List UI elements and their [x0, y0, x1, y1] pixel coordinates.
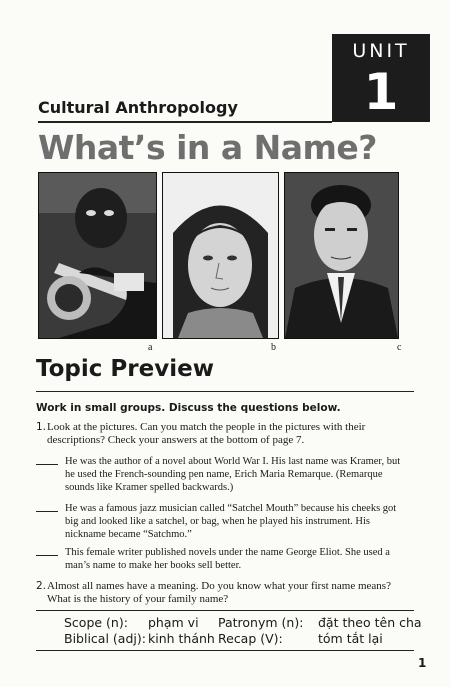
question-number: 1. [36, 421, 47, 433]
list-item [36, 455, 404, 494]
photo-label-a: a [148, 342, 153, 353]
question-1 [36, 421, 406, 447]
item-text: He was the author of a novel about World War I. His last name was Kramer, but he used the French-sounding pen name, Erich Maria Remarque. (Remarque sounds like Kramer spelled backwards.) [65, 456, 401, 493]
photo-label-c: c [397, 342, 402, 353]
question-text: Almost all names have a meaning. Do you know what your first name means? What is the history of your family name? [47, 580, 391, 605]
answer-blank[interactable] [36, 511, 58, 512]
question-text: Look at the pictures. Can you match the people in the pictures with their descriptions? Check your answers at the bottom of page 7. [47, 421, 366, 446]
divider [36, 391, 414, 392]
unit-badge [332, 34, 430, 122]
question-2 [36, 580, 406, 606]
vocab-scope-term: Scope (n): [64, 615, 128, 630]
subject-heading: Cultural Anthropology [38, 98, 238, 117]
question-number: 2. [36, 580, 47, 592]
vocab-biblical-term: Biblical (adj): [64, 631, 146, 646]
list-item [36, 502, 404, 541]
vocab-recap-meaning: tóm tắt lại [318, 631, 383, 646]
divider [36, 650, 414, 651]
vocab-patronym-meaning: đặt theo tên cha [318, 615, 422, 630]
page-title: What’s in a Name? [38, 128, 377, 167]
section-title: Topic Preview [36, 356, 214, 382]
answer-blank[interactable] [36, 464, 58, 465]
vocab-scope-meaning: phạm vi [148, 615, 199, 630]
list-item [36, 546, 404, 572]
vocab-patronym-term: Patronym (n): [218, 615, 304, 630]
answer-blank[interactable] [36, 555, 58, 556]
unit-number: 1 [363, 63, 399, 121]
photo-label-b: b [271, 342, 276, 353]
photo-woman-portrait [162, 172, 279, 339]
vocab-recap-term: Recap (V): [218, 631, 283, 646]
page-number: 1 [418, 656, 427, 670]
unit-word: UNIT [352, 40, 410, 62]
item-text: He was a famous jazz musician called “Satchel Mouth” because his cheeks got big and looked like a satchel, or bag, when he played his instrument. His nickname became “Satchmo.” [65, 503, 397, 540]
divider [38, 121, 332, 123]
item-text: This female writer published novels under the name George Eliot. She used a man’s name to make her books sell better. [65, 547, 390, 571]
divider [36, 610, 414, 611]
photo-man-in-suit [284, 172, 399, 339]
photo-trumpet-player [38, 172, 157, 339]
instructions: Work in small groups. Discuss the questions below. [36, 402, 341, 414]
vocab-biblical-meaning: kinh thánh [148, 631, 215, 646]
